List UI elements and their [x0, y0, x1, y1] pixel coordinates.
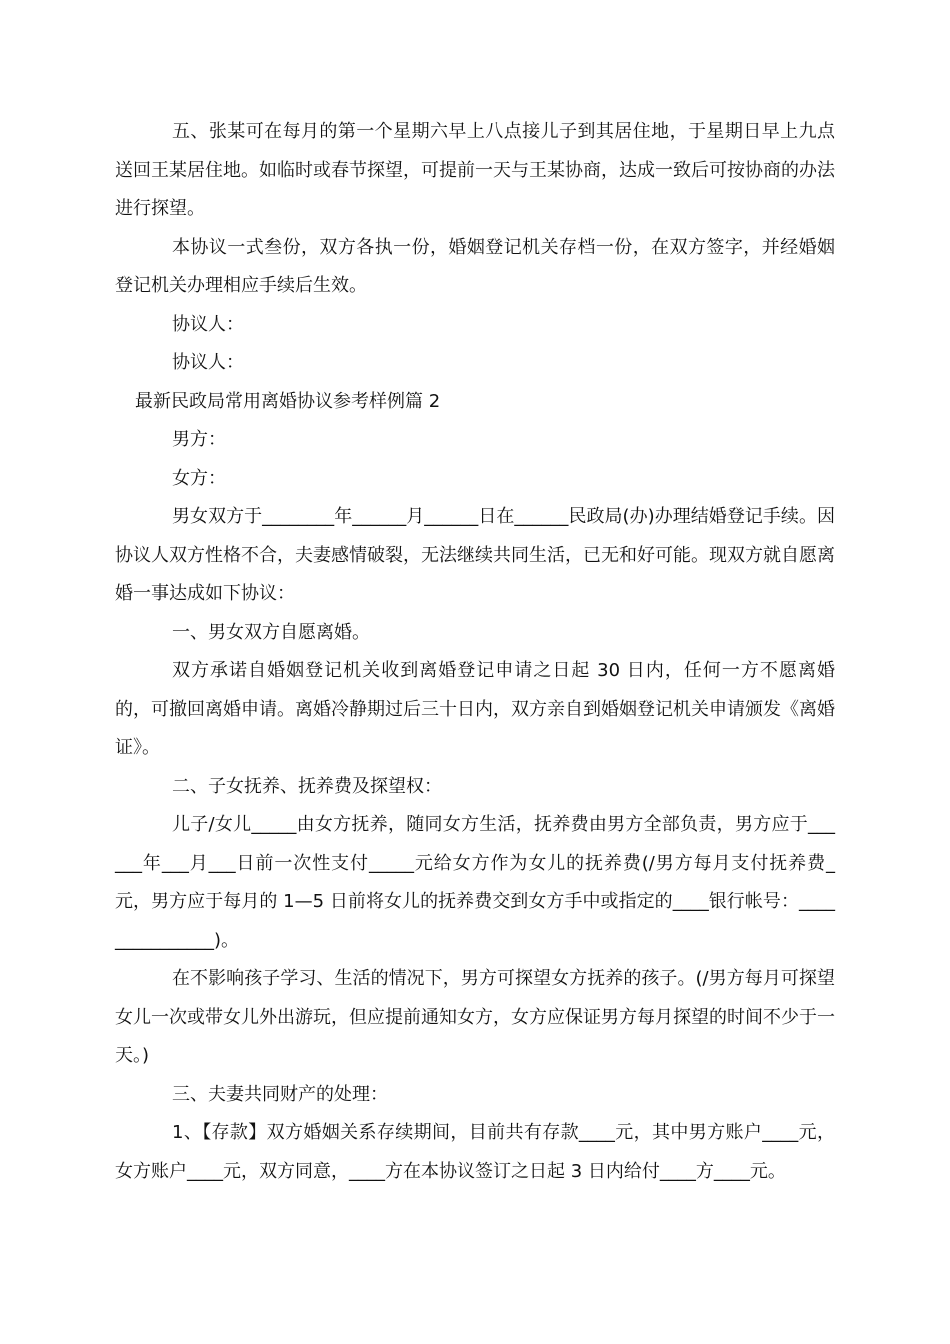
clause-2-heading: 二、子女抚养、抚养费及探望权： — [172, 775, 442, 797]
signatory-line-1: 协议人： — [172, 313, 244, 335]
paragraph-savings: 1、【存款】双方婚姻关系存续期间，目前共有存款____元，其中男方账户____元，女方账户____元，双方同意，____方在本协议签订之日起 3 日内给付____方____元。 — [115, 1122, 835, 1182]
paragraph-marriage-registration: 男女双方于________年______月______日在______民政局(办)办理结婚登记手续。因协议人双方性格不合，夫妻感情破裂，无法继续共同生活，已无和好可能。现双方就自愿离婚一事达成如下协议： — [115, 506, 835, 604]
party-female-line: 女方： — [172, 467, 226, 489]
party-male-line: 男方： — [172, 429, 226, 450]
clause-1-heading: 一、男女双方自愿离婚。 — [172, 621, 370, 643]
document-body — [115, 113, 835, 1191]
paragraph-visitation-rights: 在不影响孩子学习、生活的情况下，男方可探望女方抚养的孩子。(/男方每月可探望女儿一次或带女儿外出游玩，但应提前通知女方，女方应保证男方每月探望的时间不少于一天。) — [115, 968, 835, 1066]
signatory-line-2: 协议人： — [172, 352, 244, 373]
paragraph-visitation-clause: 五、张某可在每月的第一个星期六早上八点接儿子到其居住地，于星期日早上九点送回王某居住地。如临时或春节探望，可提前一天与王某协商，达成一致后可按协商的办法进行探望。 — [115, 121, 835, 219]
paragraph-agreement-copies: 本协议一式叁份，双方各执一份，婚姻登记机关存档一份，在双方签字，并经婚姻登记机关办理相应手续后生效。 — [115, 236, 835, 296]
paragraph-cooling-off: 双方承诺自婚姻登记机关收到离婚登记申请之日起 30 日内，任何一方不愿离婚的，可撤回离婚申请。离婚冷静期过后三十日内，双方亲自到婚姻登记机关申请颁发《离婚证》。 — [115, 660, 835, 758]
paragraph-child-support: 儿子/女儿_____由女方抚养，随同女方生活，抚养费由男方全部负责，男方应于______年___月___日前一次性支付_____元给女方作为女儿的抚养费(/男方每月支付抚养费_元，男方应于每月的 1—5 日前将女儿的抚养费交到女方手中或指定的____银行帐号：_______________)。 — [115, 814, 835, 951]
section-title: 最新民政局常用离婚协议参考样例篇 2 — [135, 390, 441, 412]
clause-3-heading: 三、夫妻共同财产的处理： — [172, 1083, 388, 1105]
